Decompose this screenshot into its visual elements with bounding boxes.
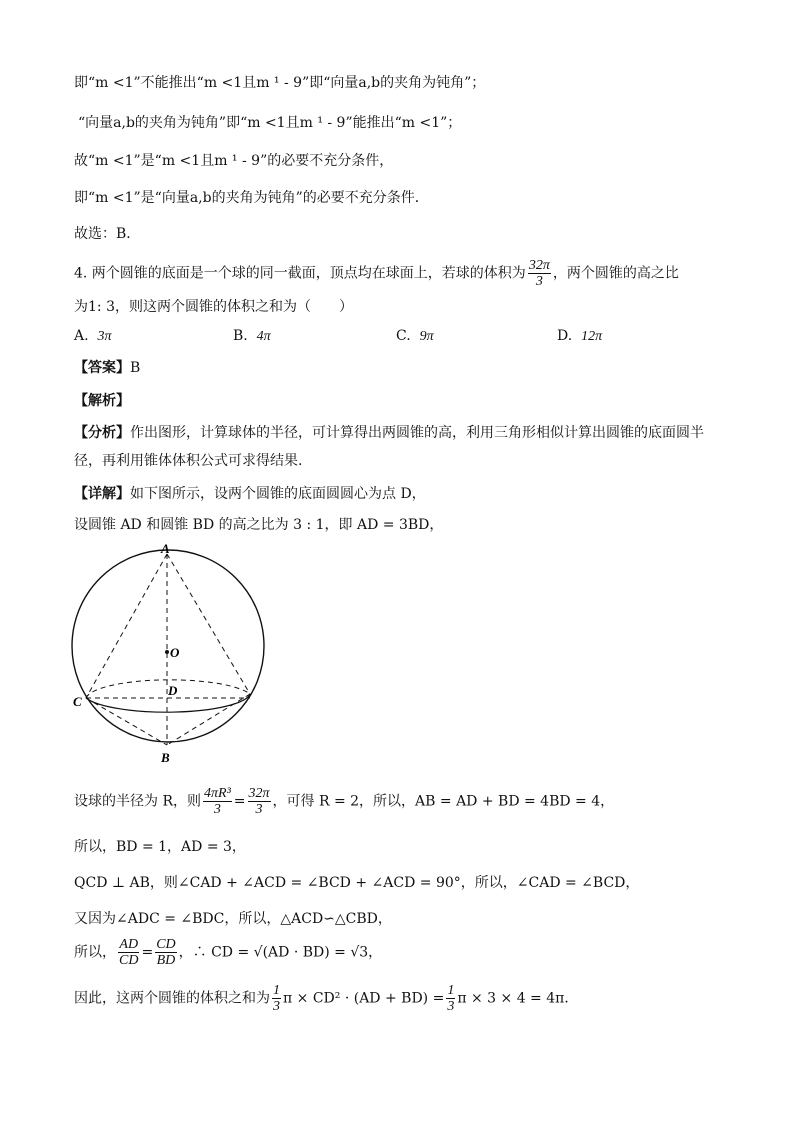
option-a: A. 3π: [74, 328, 112, 344]
question-4-stem-cont: 为1: 3，则这两个圆锥的体积之和为（ ）: [74, 299, 353, 315]
line-cb: [86, 698, 167, 745]
prev-line-5: 故选：B．: [74, 226, 141, 242]
solution-line-6: 因此，这两个圆锥的体积之和为 $\frac{1}{3}$ π × CD² · (AD + BD) = $\frac{1}{3}$ π × 3 × 4 = 4π．: [74, 983, 579, 1014]
answer-tag: 【答案】: [74, 360, 130, 376]
prev-line-3: 故“m <1”是“m <1且m ¹ - 9”的必要不充分条件，: [74, 153, 394, 169]
sphere-cone-figure: [60, 540, 280, 770]
frac-num: 32π: [528, 258, 550, 273]
label-a: A: [161, 541, 170, 556]
detail-line-2: 设圆锥 AD 和圆锥 BD 的高之比为 3 : 1，即 AD = 3BD，: [74, 517, 444, 533]
option-b: B. 4π: [233, 328, 271, 344]
line-a-right: [167, 554, 250, 694]
prev-line-2: “向量a,b的夹角为钝角”即“m <1且m ¹ - 9”能推出“m <1”；: [78, 115, 462, 131]
analysis-line-1: 【分析】作出图形，计算球体的半径，可计算得出两圆锥的高，利用三角形相似计算出圆锥的底面圆半: [74, 425, 704, 441]
question-4-stem: [74, 258, 679, 289]
answer-line: [74, 359, 140, 377]
solution-line-2: 所以，BD = 1，AD = 3，: [74, 839, 246, 855]
line-ac: [86, 554, 167, 698]
stem-part-a: 4. 两个圆锥的底面是一个球的同一截面，顶点均在球面上，若球的体积为: [74, 265, 526, 282]
sphere-outline: [72, 550, 264, 742]
answer-value: B: [130, 360, 141, 376]
label-d: D: [168, 683, 178, 698]
prev-line-1: 即“m <1”不能推出“m <1且m ¹ - 9”即“向量a,b的夹角为钝角”；: [74, 75, 486, 91]
solution-line-4: 又因为∠ADC = ∠BDC，所以，△ACD∽△CBD，: [74, 911, 392, 927]
solution-line-1: 设球的半径为 R，则 $\frac{\text{4πR³}}{3}$ = $\frac{32\pi}{3}$ ，可得 R = 2，所以，AB = AD + BD = 4BD = 4，: [74, 786, 615, 817]
analysis-heading: 【解析】: [74, 393, 130, 409]
analysis-line-2: 径，再利用锥体体积公式可求得结果.: [74, 453, 303, 469]
center-dot: [165, 650, 169, 654]
label-o: O: [170, 645, 180, 660]
frac-den: 3: [535, 274, 543, 289]
prev-line-4: 即“m <1”是“向量a,b的夹角为钝角”的必要不充分条件．: [74, 190, 429, 206]
solution-line-5: 所以， $\frac{AD}{CD}$ = $\frac{CD}{BD}$ ，∴ CD = √(AD · BD) = √3，: [74, 937, 383, 968]
label-b: B: [161, 750, 170, 765]
stem-part-b: ，两个圆锥的高之比: [552, 265, 679, 282]
detail-line-1: 【详解】如下图所示，设两个圆锥的底面圆圆心为点 D，: [74, 486, 426, 502]
solution-line-3: QCD ⊥ AB，则∠CAD + ∠ACD = ∠BCD + ∠ACD = 90°，所以，∠CAD = ∠BCD，: [74, 875, 640, 891]
option-c: C. 9π: [396, 328, 434, 344]
sphere-volume-fraction: [528, 258, 551, 289]
option-d: D. 12π: [557, 328, 603, 344]
label-c: C: [73, 694, 82, 709]
line-b-right: [167, 694, 250, 745]
